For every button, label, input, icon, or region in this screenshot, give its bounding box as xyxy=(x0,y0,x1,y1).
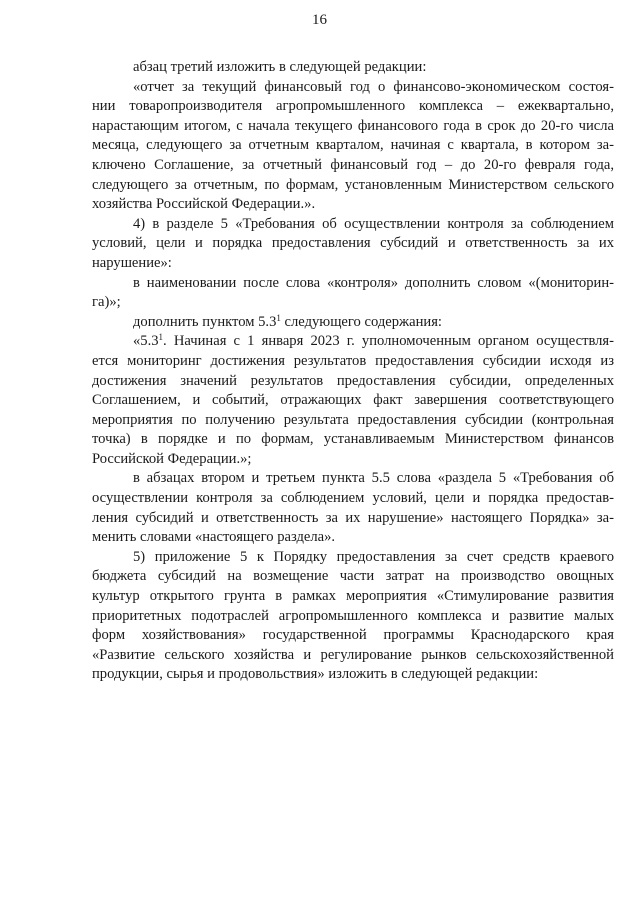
text-line: ется мониторинг достижения результатов предоставления субсидии исходя из xyxy=(92,352,614,369)
text-line: условий, цели и порядка предоставления субсидий и ответственность за их xyxy=(92,235,614,252)
paragraph-otchet-quote xyxy=(92,78,614,215)
text-line: «отчет за текущий финансовый год о финансово-экономическом состоя- xyxy=(133,78,614,95)
text-line: ключено Соглашение, за отчетный финансовый год – до 20-го февраля года, xyxy=(92,156,614,173)
text-line: менить словами «настоящего раздела». xyxy=(92,529,336,546)
text-line: продукции, сырья и продовольствия» изложить в следующей редакции: xyxy=(92,666,539,683)
text-line: нарушение»: xyxy=(92,254,172,271)
text-line: бюджета субсидий на возмещение части затрат на производство овощных xyxy=(92,568,614,585)
text-line: приоритетных подотраслей агропромышленного комплекса и развитие малых xyxy=(92,607,614,624)
text-line: дополнить пунктом $5.3^1$ следующего содержания: xyxy=(133,312,442,330)
text-line: в наименовании после слова «контроля» дополнить словом «(мониторин- xyxy=(133,274,614,291)
paragraph-item-5 xyxy=(92,548,614,685)
text-line: в абзацах втором и третьем пункта 5.5 слова «раздела 5 «Требования об xyxy=(133,470,614,487)
paragraph-naimenovanie xyxy=(92,274,614,313)
text-line: форм хозяйствования» государственной программы Краснодарского края xyxy=(92,627,614,644)
text-line: «$5.3^1$. Начиная с 1 января 2023 г. уполномоченным органом осуществля- xyxy=(133,332,614,350)
text-line: точка) в порядке и по формам, устанавливаемым Министерством финансов xyxy=(92,431,614,448)
text-line: Российской Федерации.»; xyxy=(92,450,252,467)
text-line: ления субсидий и ответственность за их нарушение» настоящего Порядка» за- xyxy=(92,509,614,526)
text-line: 5) приложение 5 к Порядку предоставления за счет средств краевого xyxy=(133,548,614,565)
text-line: Соглашением, и событий, отражающих факт завершения соответствующего xyxy=(92,392,614,409)
text-line: га)»; xyxy=(92,294,121,311)
text-line: культур открытого грунта в рамках мероприятия «Стимулирование развития xyxy=(92,588,614,605)
text-line: нии товаропроизводителя агропромышленного комплекса – ежеквартально, xyxy=(92,98,614,115)
paragraph-dopolnit-punktom xyxy=(92,313,614,333)
page-number: 16 xyxy=(312,12,327,28)
text-line: «Развитие сельского хозяйства и регулирование рынков сельскохозяйственной xyxy=(92,646,614,663)
text-line: 4) в разделе 5 «Требования об осуществлении контроля за соблюдением xyxy=(133,215,614,232)
text-line: достижения значений результатов предоставления субсидии, определенных xyxy=(92,372,614,389)
text-line: месяца, следующего за отчетным кварталом, начиная с квартала, в котором за- xyxy=(92,137,614,154)
text-line: абзац третий изложить в следующей редакции: xyxy=(133,59,427,75)
paragraph-abzacy-punkta-5-5 xyxy=(92,469,614,547)
paragraph-5-3-1-quote xyxy=(92,332,614,469)
paragraph-abzac-tretiy xyxy=(92,58,614,78)
text-line: следующего за отчетным, по формам, установленным Министерством сельского xyxy=(92,176,614,193)
text-line: нарастающим итогом, с начала текущего финансового года в срок до 20-го числа xyxy=(92,117,614,134)
paragraph-item-4 xyxy=(92,215,614,274)
text-line: мероприятия по получению результата предоставления субсидии (контрольная xyxy=(92,411,614,428)
text-line: осуществлении контроля за соблюдением условий, цели и порядка предостав- xyxy=(92,490,614,507)
text-line: хозяйства Российской Федерации.». xyxy=(92,196,316,213)
document-body xyxy=(92,58,614,685)
